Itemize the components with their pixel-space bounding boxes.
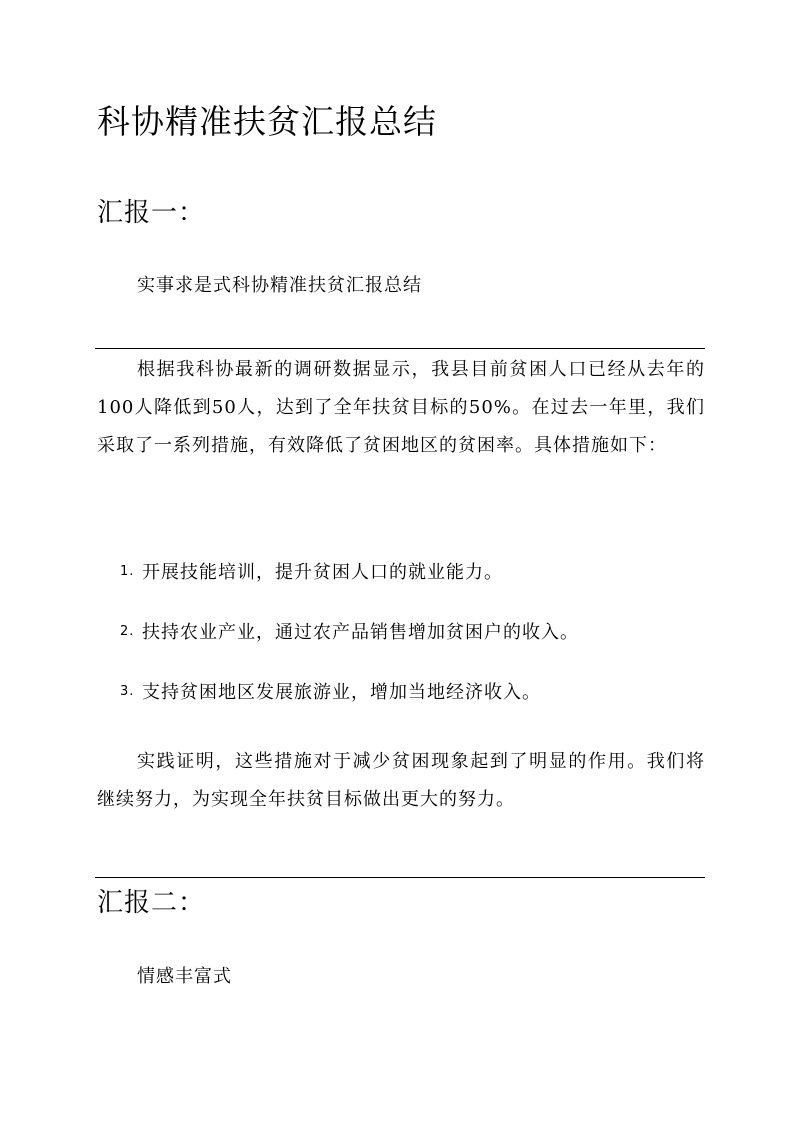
list-item-text: 扶持农业产业，通过农产品销售增加贫困户的收入。 bbox=[142, 622, 579, 643]
list-item-text: 开展技能培训，提升贫困人口的就业能力。 bbox=[142, 562, 503, 583]
measures-list bbox=[97, 558, 705, 738]
section-heading-2: 汇报二： bbox=[97, 888, 206, 918]
list-item-number: 2. bbox=[120, 624, 135, 639]
list-item bbox=[97, 618, 705, 678]
list-item-text: 支持贫困地区发展旅游业，增加当地经济收入。 bbox=[142, 682, 541, 703]
section-subtitle-2: 情感丰富式 bbox=[137, 966, 232, 987]
divider-line bbox=[95, 348, 705, 349]
document-title: 科协精准扶贫汇报总结 bbox=[97, 102, 437, 141]
divider-line bbox=[95, 877, 705, 878]
intro-paragraph: 根据我科协最新的调研数据显示，我县目前贫困人口已经从去年的100人降低到50人，达到了全年扶贫目标的50%。在过去一年里，我们采取了一系列措施，有效降低了贫困地区的贫困率。具体措施如下： bbox=[97, 359, 705, 456]
list-item-number: 3. bbox=[120, 684, 135, 699]
list-item-number: 1. bbox=[120, 564, 135, 579]
section-subtitle-1: 实事求是式科协精准扶贫汇报总结 bbox=[137, 275, 422, 296]
list-item bbox=[97, 678, 705, 738]
conclusion-paragraph: 实践证明，这些措施对于减少贫困现象起到了明显的作用。我们将继续努力，为实现全年扶贫目标做出更大的努力。 bbox=[97, 751, 705, 810]
section-heading-1: 汇报一： bbox=[97, 198, 206, 228]
list-item bbox=[97, 558, 705, 618]
